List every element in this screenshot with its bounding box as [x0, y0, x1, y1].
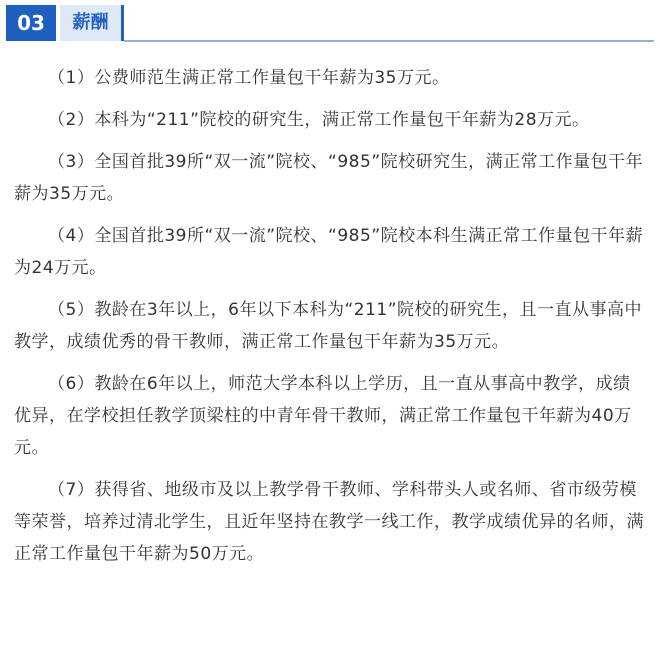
- section-number-badge: 03: [6, 5, 56, 41]
- section-title-box: [60, 5, 124, 41]
- salary-list: [14, 62, 648, 580]
- salary-item-7: （7）获得省、地级市及以上教学骨干教师、学科带头人或名师、省市级劳模等荣誉，培养过清北学生，且近年坚持在教学一线工作，教学成绩优异的名师，满正常工作量包干年薪为50万元。: [14, 480, 644, 564]
- salary-item-4: （4）全国首批39所“双一流”院校、“985”院校本科生满正常工作量包干年薪为24万元。: [14, 226, 644, 278]
- header-divider: [124, 40, 654, 42]
- salary-item-5: （5）教龄在3年以上，6年以下本科为“211”院校的研究生，且一直从事高中教学，成绩优秀的骨干教师，满正常工作量包干年薪为35万元。: [14, 300, 643, 352]
- salary-item-6: （6）教龄在6年以上，师范大学本科以上学历，且一直从事高中教学，成绩优异，在学校担任教学顶梁柱的中青年骨干教师，满正常工作量包干年薪为40万元。: [14, 374, 632, 458]
- salary-item-2: （2）本科为“211”院校的研究生，满正常工作量包干年薪为28万元。: [48, 110, 590, 130]
- salary-item-1: （1）公费师范生满正常工作量包干年薪为35万元。: [48, 68, 450, 88]
- salary-item-3: （3）全国首批39所“双一流”院校、“985”院校研究生，满正常工作量包干年薪为35万元。: [14, 152, 644, 204]
- section-title: 薪酬: [72, 12, 109, 33]
- section-header: [0, 0, 660, 46]
